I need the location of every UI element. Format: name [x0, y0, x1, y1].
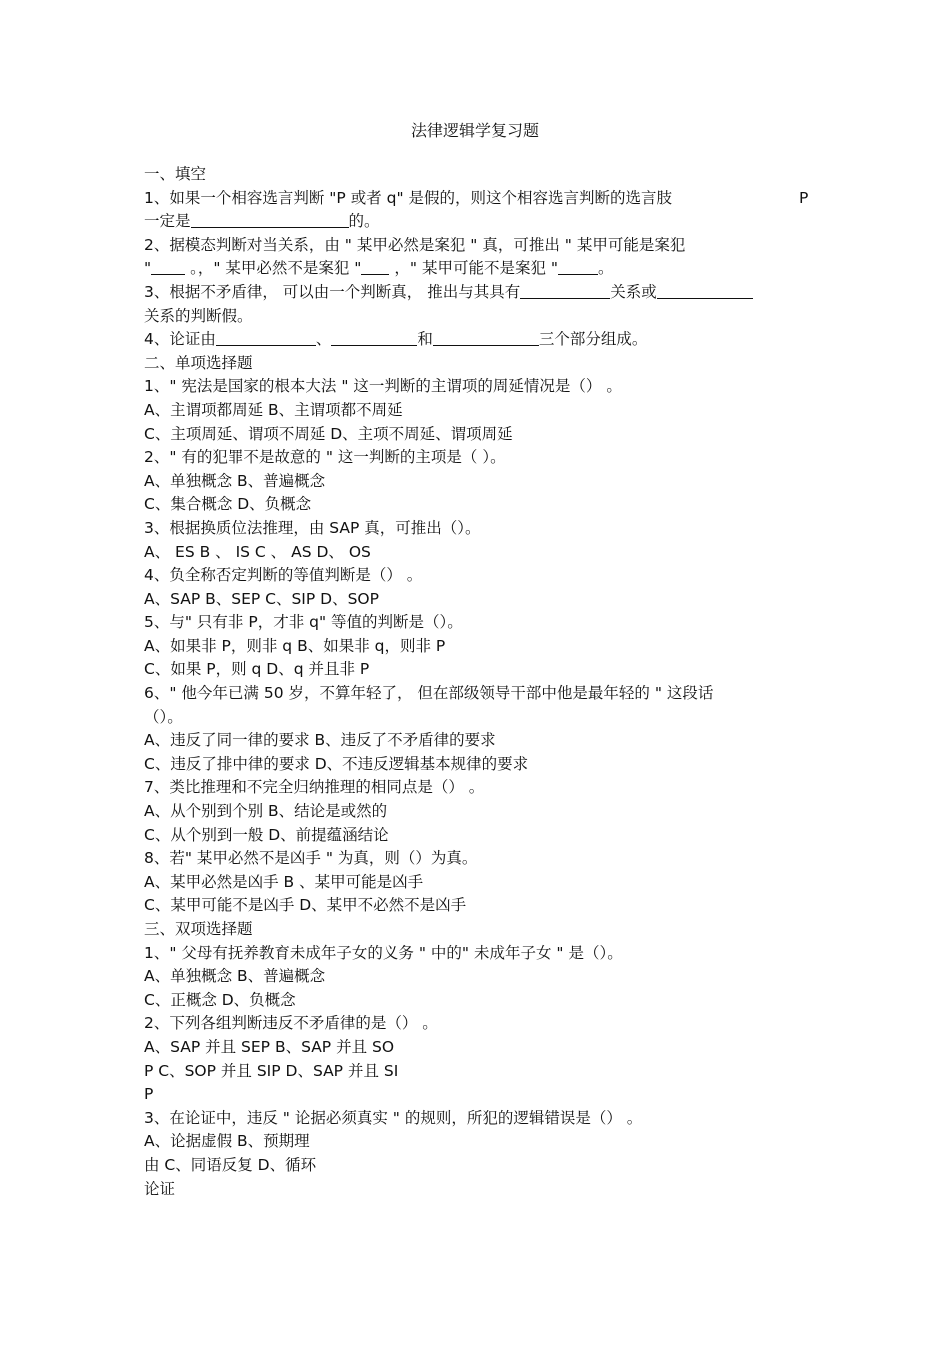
option-line: P C、SOP 并且 SIP D、SAP 并且 SI	[144, 1061, 399, 1080]
option-line: C、违反了排中律的要求 D、不违反逻辑基本规律的要求	[144, 754, 529, 773]
question-line: 1、" 宪法是国家的根本大法 " 这一判断的主谓项的周延情况是（） 。	[144, 377, 622, 396]
fill-question-4	[144, 328, 834, 352]
answer-blank[interactable]	[657, 282, 753, 299]
option-line: C、集合概念 D、负概念	[144, 495, 312, 514]
answer-blank[interactable]	[216, 329, 316, 346]
question-line: 2、下列各组判断违反不矛盾律的是（） 。	[144, 1014, 438, 1033]
option-line: C、主项周延、谓项不周延 D、主项不周延、谓项周延	[144, 424, 513, 443]
question-text: 关系或	[610, 282, 657, 301]
question-text: 、	[315, 330, 332, 349]
question-text: "	[144, 259, 152, 278]
option-line: A、如果非 P，则非 q B、如果非 q，则非 P	[144, 636, 446, 655]
option-line: A、某甲必然是凶手 B 、某甲可能是凶手	[144, 872, 424, 891]
option-line: A、主谓项都周延 B、主谓项都不周延	[144, 400, 403, 419]
fill-question-1-line-1	[144, 187, 834, 211]
question-text: 4、论证由	[144, 330, 216, 349]
question-line: 4、负全称否定判断的等值判断是（） 。	[144, 566, 423, 585]
question-text: 和	[417, 330, 433, 349]
question-line: 8、若" 某甲必然不是凶手 " 为真，则（）为真。	[144, 849, 478, 868]
option-line: P	[144, 1085, 154, 1104]
question-line: 7、类比推理和不完全归纳推理的相同点是（） 。	[144, 778, 485, 797]
question-text: P	[799, 188, 809, 207]
section-heading: 二、单项选择题	[144, 353, 253, 372]
question-text: 1、如果一个相容选言判断 "P 或者 q" 是假的，则这个相容选言判断的选言肢	[144, 188, 673, 207]
question-text: 。，" 某甲必然不是案犯 "	[190, 259, 362, 278]
answer-blank[interactable]	[520, 282, 610, 299]
question-line: 3、在论证中，违反 " 论据必须真实 " 的规则，所犯的逻辑错误是（） 。	[144, 1108, 643, 1127]
question-line: 1、" 父母有抚养教育未成年子女的义务 " 中的" 未成年子女 " 是（）。	[144, 943, 623, 962]
question-line: 3、根据换质位法推理，由 SAP 真，可推出（）。	[144, 518, 481, 537]
question-text: 一定是	[144, 212, 191, 231]
question-text: ，" 某甲可能不是案犯 "	[394, 259, 559, 278]
fill-question-2-line-2	[144, 257, 834, 281]
question-text: 的。	[348, 212, 380, 231]
option-line: A、单独概念 B、普遍概念	[144, 967, 326, 986]
option-line: C、某甲可能不是凶手 D、某甲不必然不是凶手	[144, 896, 467, 915]
fill-question-3-line-2: 关系的判断假。	[144, 306, 253, 325]
option-line: A、违反了同一律的要求 B、违反了不矛盾律的要求	[144, 731, 496, 750]
option-line: A、从个别到个别 B、结论是或然的	[144, 802, 388, 821]
option-line: A、SAP B、SEP C、SIP D、SOP	[144, 589, 379, 608]
option-line: C、如果 P，则 q D、q 并且非 P	[144, 660, 370, 679]
answer-blank[interactable]	[361, 258, 389, 275]
section-heading: 一、填空	[144, 165, 207, 183]
option-line: C、正概念 D、负概念	[144, 990, 296, 1009]
option-line: C、从个别到一般 D、前提蕴涵结论	[144, 825, 389, 844]
section-heading: 三、双项选择题	[144, 920, 253, 938]
question-text: 。	[598, 259, 614, 278]
answer-blank[interactable]	[558, 258, 598, 275]
option-line: A、SAP 并且 SEP B、SAP 并且 SO	[144, 1037, 395, 1056]
option-line: 论证	[144, 1179, 176, 1198]
answer-blank[interactable]	[191, 211, 349, 228]
answer-blank[interactable]	[151, 258, 185, 275]
answer-blank[interactable]	[433, 329, 539, 346]
exam-body	[144, 163, 834, 1201]
option-line: A、论据虚假 B、预期理	[144, 1132, 310, 1151]
question-line: 6、" 他今年已满 50 岁，不算年轻了， 但在部级领导干部中他是最年轻的 " 这段话	[144, 684, 714, 703]
option-line: A、单独概念 B、普遍概念	[144, 471, 326, 490]
question-text: 3、根据不矛盾律， 可以由一个判断真， 推出与其具有	[144, 282, 521, 301]
fill-question-1-line-2	[144, 210, 834, 234]
option-line: A、 ES B 、 IS C 、 AS D、 OS	[144, 542, 371, 561]
question-line: 5、与" 只有非 P，才非 q" 等值的判断是（）。	[144, 613, 463, 632]
question-text: 三个部分组成。	[538, 330, 648, 349]
page-title: 法律逻辑学复习题	[410, 121, 539, 140]
question-line: （）。	[144, 707, 183, 726]
question-line: 2、" 有的犯罪不是故意的 " 这一判断的主项是（ ）。	[144, 448, 506, 467]
fill-question-3-line-1	[144, 281, 834, 305]
fill-question-2-line-1: 2、据模态判断对当关系，由 " 某甲必然是案犯 " 真，可推出 " 某甲可能是案犯	[144, 235, 686, 254]
option-line: 由 C、同语反复 D、循环	[144, 1155, 317, 1174]
answer-blank[interactable]	[331, 329, 417, 346]
